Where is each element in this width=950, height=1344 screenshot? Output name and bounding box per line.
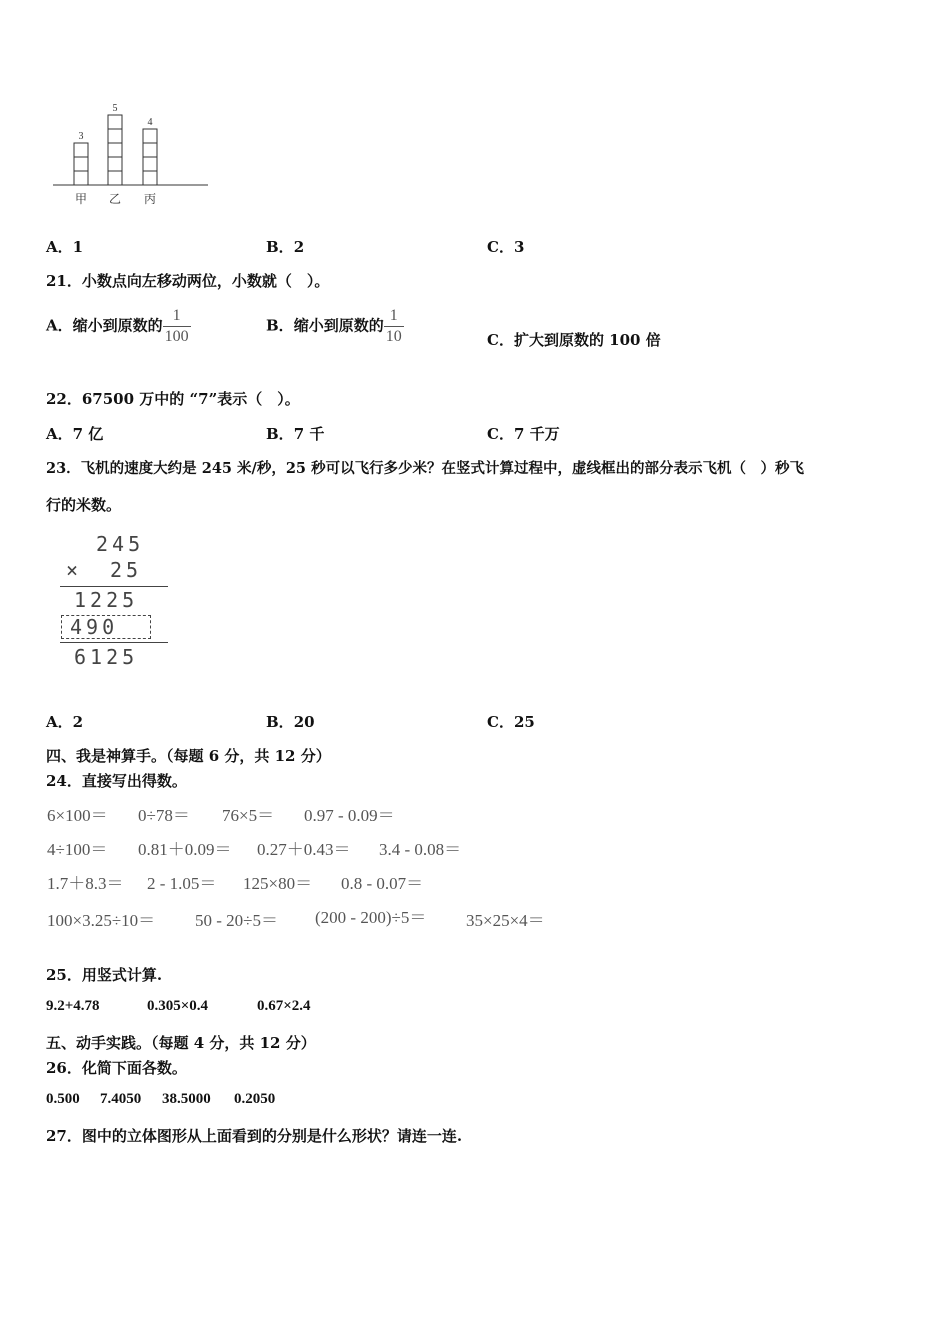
calc-r3-c3: 125×80＝ <box>243 874 313 893</box>
fraction-1-100: $\frac{1}{100}$ <box>164 307 189 345</box>
stack-count-1: 5 <box>112 103 118 114</box>
calc-r1-c2: 0÷78＝ <box>138 806 190 825</box>
stack-label-1: 乙 <box>108 192 122 206</box>
final-product: 6125 <box>74 645 139 669</box>
calc-r3-c2: 2 - 1.05＝ <box>147 874 217 893</box>
multiplier: 25 <box>110 558 143 582</box>
block-2-3 <box>143 129 157 143</box>
q27-stem: 27．图中的立体图形从上面看到的分别是什么形状？请连一连. <box>46 1127 463 1145</box>
calc-r1-c4: 0.97 - 0.09＝ <box>304 806 395 825</box>
q25-item-3: 0.67×2.4 <box>257 998 311 1014</box>
q26-stem: 26．化简下面各数。 <box>46 1059 187 1077</box>
q26-item-4: 0.2050 <box>234 1091 276 1107</box>
section-5-title: 五、动手实践。（每题 4 分，共 12 分） <box>46 1034 316 1052</box>
calc-r2-c3: 0.27＋0.43＝ <box>257 840 351 859</box>
vertical-multiplication <box>58 532 173 672</box>
stack-label-0: 甲 <box>74 192 88 206</box>
q21-option-c[interactable]: C．扩大到原数的 100 倍 <box>487 331 661 349</box>
fraction-1-10: $\frac{1}{10}$ <box>385 307 402 345</box>
q21-option-a[interactable]: A．缩小到原数的 $\frac{1}{100}$ <box>46 307 189 345</box>
stack-count-2: 4 <box>147 117 153 128</box>
calc-r4-c2: 50 - 20÷5＝ <box>195 911 278 930</box>
block-2-2 <box>143 143 157 157</box>
calc-r2-c2: 0.81＋0.09＝ <box>138 840 232 859</box>
block-0-1 <box>74 157 88 171</box>
q26-item-3: 38.5000 <box>162 1091 211 1107</box>
calc-r2-c1: 4÷100＝ <box>47 840 108 859</box>
section-4-title: 四、我是神算手。（每题 6 分，共 12 分） <box>46 747 331 765</box>
rule-line-1 <box>60 586 168 587</box>
block-stack-figure <box>40 95 220 210</box>
q23-stem-line2: 行的米数。 <box>46 496 122 514</box>
block-2-0 <box>143 171 157 185</box>
calc-r1-c1: 6×100＝ <box>47 806 108 825</box>
q25-stem: 25．用竖式计算. <box>46 966 163 984</box>
times-sign: × <box>66 558 83 582</box>
stack-label-2: 丙 <box>143 192 157 206</box>
q20-option-b[interactable]: B．2 <box>266 238 305 256</box>
block-0-2 <box>74 143 88 157</box>
q24-stem: 24．直接写出得数。 <box>46 772 187 790</box>
q23-option-a[interactable]: A．2 <box>46 713 84 731</box>
block-1-4 <box>108 115 122 129</box>
calc-r2-c4: 3.4 - 0.08＝ <box>379 840 462 859</box>
q22-option-b[interactable]: B．7 千 <box>266 425 325 443</box>
q23-option-b[interactable]: B．20 <box>266 713 315 731</box>
partial-product-1: 1225 <box>74 588 139 612</box>
q23-stem-line1: 23．飞机的速度大约是 245 米/秒，25 秒可以飞行多少米？在竖式计算过程中，虚线框出的部分表示飞机（ ）秒飞 <box>46 460 805 477</box>
block-1-2 <box>108 143 122 157</box>
q22-option-a[interactable]: A．7 亿 <box>46 425 104 443</box>
q22-option-c[interactable]: C．7 千万 <box>487 425 560 443</box>
calc-r3-c1: 1.7＋8.3＝ <box>47 874 124 893</box>
q26-item-1: 0.500 <box>46 1091 80 1107</box>
q21-option-b[interactable]: B．缩小到原数的 $\frac{1}{10}$ <box>266 307 402 345</box>
q20-option-c[interactable]: C．3 <box>487 238 525 256</box>
q23-option-c[interactable]: C．25 <box>487 713 535 731</box>
block-1-3 <box>108 129 122 143</box>
q22-stem: 22．67500 万中的 “7”表示（ ）。 <box>46 390 300 408</box>
block-2-1 <box>143 157 157 171</box>
stack-count-0: 3 <box>78 131 84 142</box>
rule-line-2 <box>60 642 168 643</box>
calc-r4-c4: 35×25×4＝ <box>466 911 545 930</box>
block-0-0 <box>74 171 88 185</box>
calc-r1-c3: 76×5＝ <box>222 806 275 825</box>
calc-r3-c4: 0.8 - 0.07＝ <box>341 874 424 893</box>
q20-option-a[interactable]: A．1 <box>46 238 84 256</box>
block-1-0 <box>108 171 122 185</box>
multiplicand: 245 <box>96 532 145 556</box>
block-1-1 <box>108 157 122 171</box>
partial-product-2: 490 <box>70 615 119 639</box>
calc-r4-c3: (200 - 200)÷5＝ <box>315 908 427 927</box>
q26-item-2: 7.4050 <box>100 1091 142 1107</box>
q25-item-1: 9.2+4.78 <box>46 998 100 1014</box>
q21-stem: 21．小数点向左移动两位，小数就（ ）。 <box>46 272 330 290</box>
q25-item-2: 0.305×0.4 <box>147 998 209 1014</box>
calc-r4-c1: 100×3.25÷10＝ <box>47 911 156 930</box>
